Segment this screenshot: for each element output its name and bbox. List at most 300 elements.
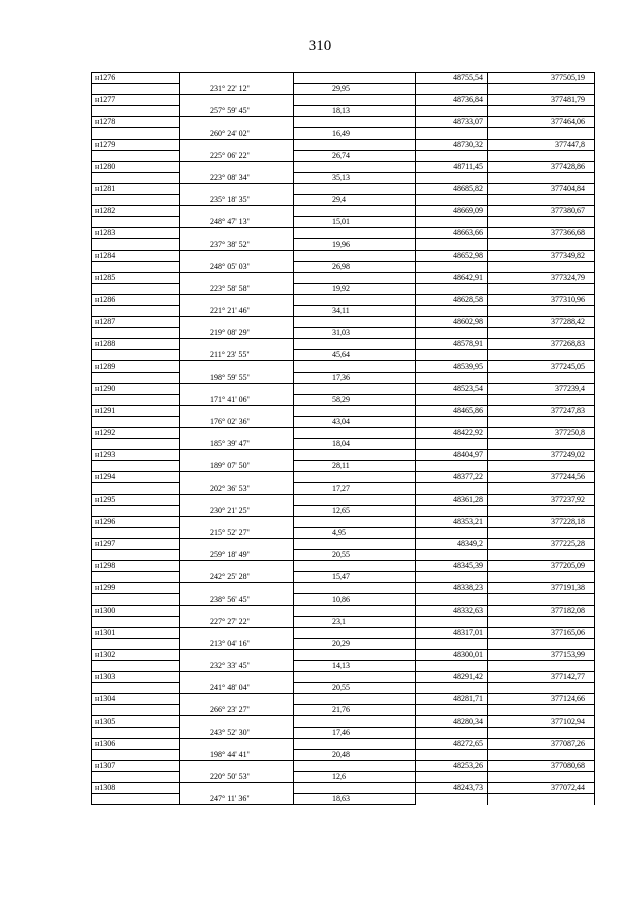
empty-cell xyxy=(294,117,416,128)
x-coordinate-cell: 48377,22 xyxy=(416,472,488,483)
segment-row xyxy=(92,172,595,183)
segment-row xyxy=(92,572,595,583)
point-row xyxy=(92,250,595,261)
empty-cell xyxy=(180,516,294,527)
segment-row xyxy=(92,705,595,716)
segment-row xyxy=(92,660,595,671)
bearing-cell: 241° 48' 04" xyxy=(180,683,294,694)
empty-cell xyxy=(488,727,595,738)
point-row xyxy=(92,405,595,416)
segment-row xyxy=(92,106,595,117)
y-coordinate-cell: 377142,77 xyxy=(488,672,595,683)
empty-cell xyxy=(416,350,488,361)
length-cell: 12,65 xyxy=(294,505,416,516)
empty-cell xyxy=(488,195,595,206)
empty-cell xyxy=(488,305,595,316)
empty-cell xyxy=(488,638,595,649)
segment-row xyxy=(92,483,595,494)
empty-cell xyxy=(92,505,180,516)
x-coordinate-cell: 48317,01 xyxy=(416,627,488,638)
y-coordinate-cell: 377124,66 xyxy=(488,694,595,705)
segment-row xyxy=(92,638,595,649)
empty-cell xyxy=(180,760,294,771)
x-coordinate-cell: 48243,73 xyxy=(416,783,488,794)
point-row xyxy=(92,428,595,439)
y-coordinate-cell: 377244,56 xyxy=(488,472,595,483)
bearing-cell: 171° 41' 06" xyxy=(180,394,294,405)
segment-row xyxy=(92,305,595,316)
y-coordinate-cell: 377247,83 xyxy=(488,405,595,416)
y-coordinate-cell: 377072,44 xyxy=(488,783,595,794)
x-coordinate-cell: 48300,01 xyxy=(416,649,488,660)
empty-cell xyxy=(488,283,595,294)
point-name-cell: н1298 xyxy=(92,561,180,572)
empty-cell xyxy=(416,616,488,627)
bearing-cell: 176° 02' 36" xyxy=(180,416,294,427)
length-cell: 15,47 xyxy=(294,572,416,583)
y-coordinate-cell: 377237,92 xyxy=(488,494,595,505)
empty-cell xyxy=(416,283,488,294)
point-row xyxy=(92,516,595,527)
empty-cell xyxy=(488,394,595,405)
point-name-cell: н1300 xyxy=(92,605,180,616)
empty-cell xyxy=(92,572,180,583)
point-name-cell: н1297 xyxy=(92,538,180,549)
empty-cell xyxy=(488,217,595,228)
empty-cell xyxy=(180,250,294,261)
segment-row xyxy=(92,150,595,161)
y-coordinate-cell: 377239,4 xyxy=(488,383,595,394)
empty-cell xyxy=(488,527,595,538)
empty-cell xyxy=(92,305,180,316)
empty-cell xyxy=(488,261,595,272)
point-row xyxy=(92,294,595,305)
bearing-cell: 211° 23' 55" xyxy=(180,350,294,361)
segment-row xyxy=(92,217,595,228)
point-row xyxy=(92,716,595,727)
empty-cell xyxy=(416,239,488,250)
empty-cell xyxy=(92,705,180,716)
x-coordinate-cell: 48663,66 xyxy=(416,228,488,239)
empty-cell xyxy=(488,239,595,250)
point-name-cell: н1293 xyxy=(92,450,180,461)
segment-row xyxy=(92,261,595,272)
point-name-cell: н1276 xyxy=(92,73,180,84)
y-coordinate-cell: 377288,42 xyxy=(488,317,595,328)
segment-row xyxy=(92,372,595,383)
point-row xyxy=(92,605,595,616)
bearing-cell: 213° 04' 16" xyxy=(180,638,294,649)
empty-cell xyxy=(416,638,488,649)
length-cell: 21,76 xyxy=(294,705,416,716)
point-name-cell: н1292 xyxy=(92,428,180,439)
x-coordinate-cell: 48602,98 xyxy=(416,317,488,328)
y-coordinate-cell: 377245,05 xyxy=(488,361,595,372)
x-coordinate-cell: 48755,54 xyxy=(416,73,488,84)
empty-cell xyxy=(92,527,180,538)
point-row xyxy=(92,649,595,660)
empty-cell xyxy=(92,150,180,161)
empty-cell xyxy=(180,183,294,194)
point-row xyxy=(92,339,595,350)
x-coordinate-cell: 48332,63 xyxy=(416,605,488,616)
empty-cell xyxy=(488,749,595,760)
segment-row xyxy=(92,439,595,450)
point-row xyxy=(92,672,595,683)
empty-cell xyxy=(488,683,595,694)
point-name-cell: н1279 xyxy=(92,139,180,150)
segment-row xyxy=(92,727,595,738)
y-coordinate-cell: 377481,79 xyxy=(488,95,595,106)
point-name-cell: н1306 xyxy=(92,738,180,749)
empty-cell xyxy=(294,649,416,660)
empty-cell xyxy=(180,783,294,794)
bearing-cell: 198° 44' 41" xyxy=(180,749,294,760)
x-coordinate-cell: 48736,84 xyxy=(416,95,488,106)
y-coordinate-cell: 377153,99 xyxy=(488,649,595,660)
empty-cell xyxy=(488,150,595,161)
point-name-cell: н1280 xyxy=(92,161,180,172)
length-cell: 17,36 xyxy=(294,372,416,383)
point-row xyxy=(92,383,595,394)
x-coordinate-cell: 48730,32 xyxy=(416,139,488,150)
point-row xyxy=(92,228,595,239)
empty-cell xyxy=(488,794,595,805)
point-name-cell: н1277 xyxy=(92,95,180,106)
empty-cell xyxy=(416,416,488,427)
empty-cell xyxy=(92,616,180,627)
empty-cell xyxy=(488,550,595,561)
length-cell: 23,1 xyxy=(294,616,416,627)
empty-cell xyxy=(294,605,416,616)
empty-cell xyxy=(92,394,180,405)
empty-cell xyxy=(294,361,416,372)
empty-cell xyxy=(488,660,595,671)
y-coordinate-cell: 377428,86 xyxy=(488,161,595,172)
empty-cell xyxy=(416,527,488,538)
empty-cell xyxy=(92,195,180,206)
empty-cell xyxy=(92,372,180,383)
empty-cell xyxy=(294,760,416,771)
segment-row xyxy=(92,749,595,760)
empty-cell xyxy=(488,106,595,117)
y-coordinate-cell: 377102,94 xyxy=(488,716,595,727)
empty-cell xyxy=(416,794,488,805)
empty-cell xyxy=(180,95,294,106)
length-cell: 12,6 xyxy=(294,771,416,782)
segment-row xyxy=(92,328,595,339)
x-coordinate-cell: 48628,58 xyxy=(416,294,488,305)
empty-cell xyxy=(488,84,595,95)
bearing-cell: 248° 05' 03" xyxy=(180,261,294,272)
bearing-cell: 231° 22' 12" xyxy=(180,84,294,95)
point-name-cell: н1287 xyxy=(92,317,180,328)
empty-cell xyxy=(180,161,294,172)
y-coordinate-cell: 377182,08 xyxy=(488,605,595,616)
segment-row xyxy=(92,394,595,405)
empty-cell xyxy=(180,139,294,150)
bearing-cell: 215° 52' 27" xyxy=(180,527,294,538)
empty-cell xyxy=(294,627,416,638)
empty-cell xyxy=(92,771,180,782)
empty-cell xyxy=(294,250,416,261)
y-coordinate-cell: 377165,06 xyxy=(488,627,595,638)
empty-cell xyxy=(92,261,180,272)
bearing-cell: 266° 23' 27" xyxy=(180,705,294,716)
point-name-cell: н1285 xyxy=(92,272,180,283)
point-name-cell: н1304 xyxy=(92,694,180,705)
empty-cell xyxy=(416,483,488,494)
coordinates-table-body xyxy=(92,73,595,805)
bearing-cell: 221° 21' 46" xyxy=(180,305,294,316)
empty-cell xyxy=(416,305,488,316)
empty-cell xyxy=(92,461,180,472)
length-cell: 43,04 xyxy=(294,416,416,427)
empty-cell xyxy=(92,749,180,760)
empty-cell xyxy=(488,172,595,183)
point-row xyxy=(92,317,595,328)
bearing-cell: 225° 06' 22" xyxy=(180,150,294,161)
empty-cell xyxy=(92,638,180,649)
segment-row xyxy=(92,350,595,361)
point-row xyxy=(92,206,595,217)
empty-cell xyxy=(180,339,294,350)
length-cell: 18,04 xyxy=(294,439,416,450)
x-coordinate-cell: 48578,91 xyxy=(416,339,488,350)
point-row xyxy=(92,783,595,794)
empty-cell xyxy=(92,727,180,738)
bearing-cell: 227° 27' 22" xyxy=(180,616,294,627)
point-name-cell: н1291 xyxy=(92,405,180,416)
empty-cell xyxy=(294,383,416,394)
segment-row xyxy=(92,505,595,516)
empty-cell xyxy=(294,428,416,439)
point-name-cell: н1307 xyxy=(92,760,180,771)
empty-cell xyxy=(416,683,488,694)
bearing-cell: 238° 56' 45" xyxy=(180,594,294,605)
empty-cell xyxy=(416,749,488,760)
empty-cell xyxy=(180,317,294,328)
point-row xyxy=(92,361,595,372)
y-coordinate-cell: 377087,26 xyxy=(488,738,595,749)
empty-cell xyxy=(488,594,595,605)
empty-cell xyxy=(294,228,416,239)
x-coordinate-cell: 48353,21 xyxy=(416,516,488,527)
empty-cell xyxy=(416,150,488,161)
x-coordinate-cell: 48669,09 xyxy=(416,206,488,217)
empty-cell xyxy=(294,738,416,749)
length-cell: 34,11 xyxy=(294,305,416,316)
point-row xyxy=(92,694,595,705)
point-name-cell: н1294 xyxy=(92,472,180,483)
empty-cell xyxy=(180,383,294,394)
bearing-cell: 247° 11' 36" xyxy=(180,794,294,805)
empty-cell xyxy=(294,494,416,505)
y-coordinate-cell: 377080,68 xyxy=(488,760,595,771)
empty-cell xyxy=(92,128,180,139)
point-row xyxy=(92,139,595,150)
empty-cell xyxy=(294,206,416,217)
y-coordinate-cell: 377404,84 xyxy=(488,183,595,194)
empty-cell xyxy=(180,73,294,84)
point-name-cell: н1284 xyxy=(92,250,180,261)
empty-cell xyxy=(488,572,595,583)
empty-cell xyxy=(416,106,488,117)
bearing-cell: 259° 18' 49" xyxy=(180,550,294,561)
x-coordinate-cell: 48539,95 xyxy=(416,361,488,372)
empty-cell xyxy=(416,727,488,738)
empty-cell xyxy=(180,538,294,549)
empty-cell xyxy=(294,139,416,150)
empty-cell xyxy=(294,561,416,572)
bearing-cell: 242° 25' 28" xyxy=(180,572,294,583)
length-cell: 20,48 xyxy=(294,749,416,760)
empty-cell xyxy=(294,783,416,794)
point-name-cell: н1303 xyxy=(92,672,180,683)
y-coordinate-cell: 377228,18 xyxy=(488,516,595,527)
empty-cell xyxy=(92,550,180,561)
empty-cell xyxy=(416,705,488,716)
x-coordinate-cell: 48361,28 xyxy=(416,494,488,505)
length-cell: 19,96 xyxy=(294,239,416,250)
length-cell: 20,55 xyxy=(294,683,416,694)
point-name-cell: н1305 xyxy=(92,716,180,727)
empty-cell xyxy=(416,594,488,605)
length-cell: 17,46 xyxy=(294,727,416,738)
y-coordinate-cell: 377249,02 xyxy=(488,450,595,461)
segment-row xyxy=(92,683,595,694)
empty-cell xyxy=(180,405,294,416)
length-cell: 4,95 xyxy=(294,527,416,538)
y-coordinate-cell: 377250,8 xyxy=(488,428,595,439)
x-coordinate-cell: 48272,65 xyxy=(416,738,488,749)
point-row xyxy=(92,583,595,594)
empty-cell xyxy=(294,95,416,106)
length-cell: 18,63 xyxy=(294,794,416,805)
empty-cell xyxy=(294,317,416,328)
empty-cell xyxy=(92,683,180,694)
empty-cell xyxy=(180,716,294,727)
empty-cell xyxy=(92,283,180,294)
coordinates-table xyxy=(91,72,595,805)
empty-cell xyxy=(294,272,416,283)
y-coordinate-cell: 377324,79 xyxy=(488,272,595,283)
length-cell: 29,95 xyxy=(294,84,416,95)
bearing-cell: 223° 58' 58" xyxy=(180,283,294,294)
y-coordinate-cell: 377310,96 xyxy=(488,294,595,305)
empty-cell xyxy=(180,738,294,749)
empty-cell xyxy=(92,439,180,450)
point-name-cell: н1286 xyxy=(92,294,180,305)
empty-cell xyxy=(294,161,416,172)
empty-cell xyxy=(180,294,294,305)
empty-cell xyxy=(416,660,488,671)
bearing-cell: 243° 52' 30" xyxy=(180,727,294,738)
bearing-cell: 230° 21' 25" xyxy=(180,505,294,516)
length-cell: 14,13 xyxy=(294,660,416,671)
bearing-cell: 223° 08' 34" xyxy=(180,172,294,183)
point-name-cell: н1301 xyxy=(92,627,180,638)
empty-cell xyxy=(488,705,595,716)
empty-cell xyxy=(488,372,595,383)
empty-cell xyxy=(92,106,180,117)
point-name-cell: н1299 xyxy=(92,583,180,594)
y-coordinate-cell: 377505,19 xyxy=(488,73,595,84)
segment-row xyxy=(92,283,595,294)
segment-row xyxy=(92,527,595,538)
empty-cell xyxy=(416,394,488,405)
empty-cell xyxy=(92,239,180,250)
empty-cell xyxy=(294,450,416,461)
length-cell: 35,13 xyxy=(294,172,416,183)
length-cell: 20,29 xyxy=(294,638,416,649)
empty-cell xyxy=(180,450,294,461)
empty-cell xyxy=(416,172,488,183)
segment-row xyxy=(92,84,595,95)
empty-cell xyxy=(294,672,416,683)
point-name-cell: н1296 xyxy=(92,516,180,527)
x-coordinate-cell: 48642,91 xyxy=(416,272,488,283)
empty-cell xyxy=(294,716,416,727)
length-cell: 31,03 xyxy=(294,328,416,339)
empty-cell xyxy=(294,516,416,527)
x-coordinate-cell: 48523,54 xyxy=(416,383,488,394)
segment-row xyxy=(92,461,595,472)
empty-cell xyxy=(488,350,595,361)
empty-cell xyxy=(416,572,488,583)
x-coordinate-cell: 48345,39 xyxy=(416,561,488,572)
empty-cell xyxy=(416,84,488,95)
empty-cell xyxy=(180,228,294,239)
empty-cell xyxy=(180,694,294,705)
point-row xyxy=(92,627,595,638)
y-coordinate-cell: 377380,67 xyxy=(488,206,595,217)
x-coordinate-cell: 48338,23 xyxy=(416,583,488,594)
empty-cell xyxy=(416,195,488,206)
empty-cell xyxy=(294,405,416,416)
empty-cell xyxy=(180,428,294,439)
empty-cell xyxy=(294,538,416,549)
empty-cell xyxy=(92,416,180,427)
bearing-cell: 237° 38' 52" xyxy=(180,239,294,250)
bearing-cell: 219° 08' 29" xyxy=(180,328,294,339)
empty-cell xyxy=(180,583,294,594)
x-coordinate-cell: 48422,92 xyxy=(416,428,488,439)
empty-cell xyxy=(180,561,294,572)
point-name-cell: н1282 xyxy=(92,206,180,217)
point-row xyxy=(92,494,595,505)
page-number: 310 xyxy=(308,38,332,54)
point-name-cell: н1295 xyxy=(92,494,180,505)
empty-cell xyxy=(488,439,595,450)
empty-cell xyxy=(180,627,294,638)
length-cell: 20,55 xyxy=(294,550,416,561)
x-coordinate-cell: 48349,2 xyxy=(416,538,488,549)
segment-row xyxy=(92,616,595,627)
segment-row xyxy=(92,771,595,782)
empty-cell xyxy=(488,461,595,472)
bearing-cell: 198° 59' 55" xyxy=(180,372,294,383)
point-row xyxy=(92,472,595,483)
empty-cell xyxy=(416,328,488,339)
empty-cell xyxy=(92,84,180,95)
point-name-cell: н1288 xyxy=(92,339,180,350)
empty-cell xyxy=(416,439,488,450)
empty-cell xyxy=(294,339,416,350)
x-coordinate-cell: 48291,42 xyxy=(416,672,488,683)
empty-cell xyxy=(180,494,294,505)
x-coordinate-cell: 48280,34 xyxy=(416,716,488,727)
